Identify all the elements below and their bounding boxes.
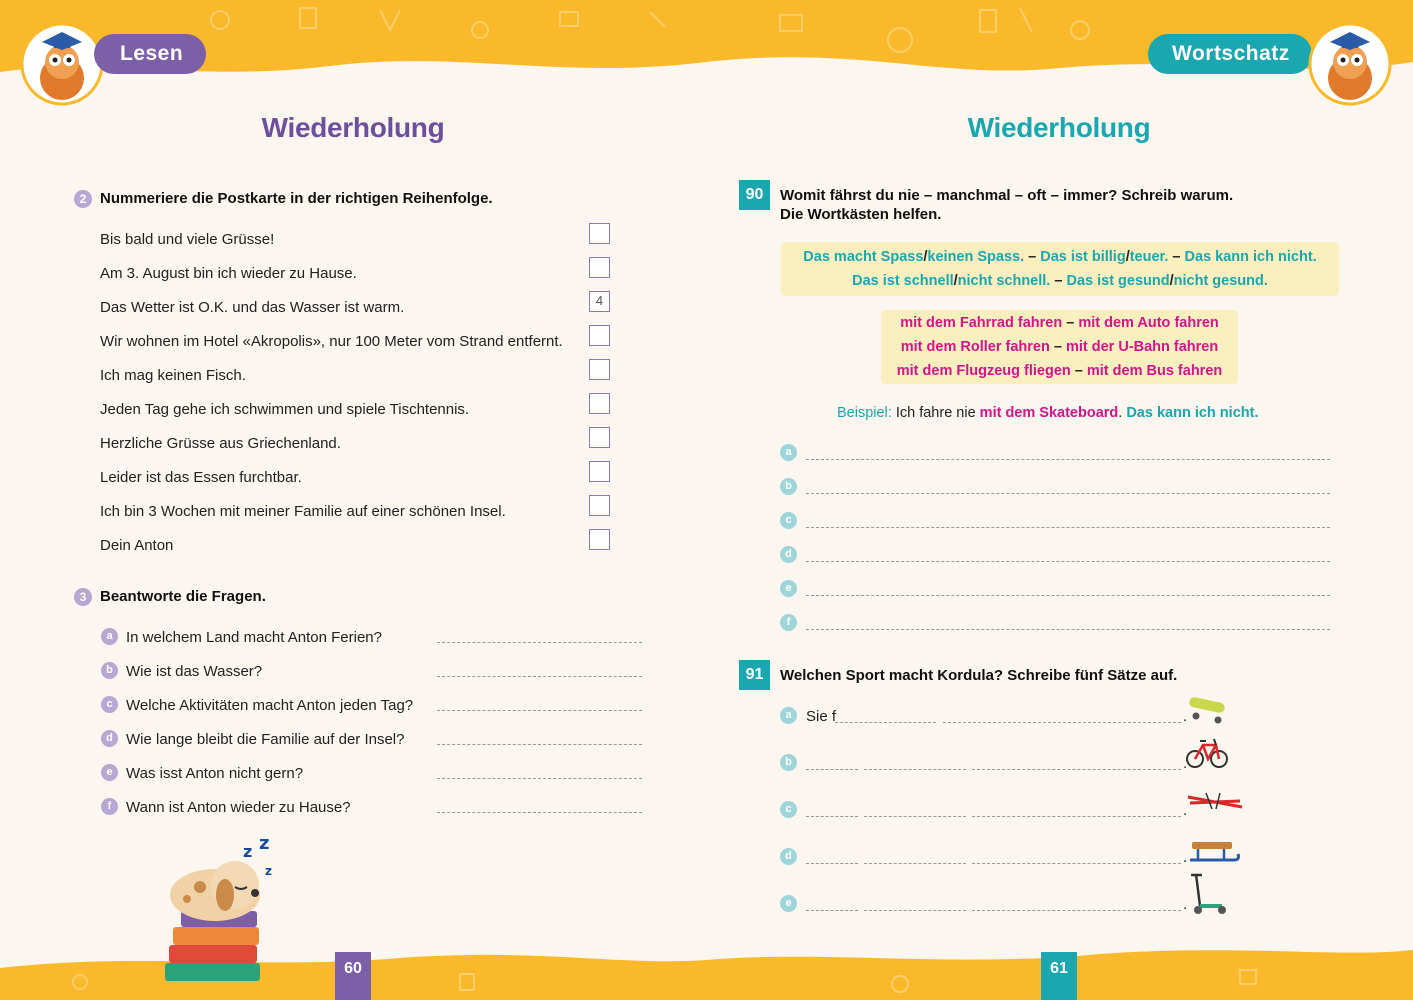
order-checkbox[interactable]	[589, 359, 610, 380]
order-checkbox[interactable]	[589, 257, 610, 278]
task-heading-3: Beantworte die Fragen.	[100, 588, 266, 605]
order-checkbox[interactable]	[589, 325, 610, 346]
word-chip: nicht schnell.	[957, 273, 1051, 289]
sentence-prefix: Sie f	[806, 708, 837, 725]
answer-letter: e	[780, 895, 797, 912]
separator: –	[1070, 363, 1087, 379]
order-checkbox[interactable]: 4	[589, 291, 610, 312]
answer-line[interactable]	[437, 812, 642, 813]
answer-line[interactable]	[806, 561, 1330, 562]
page-number: 61	[1050, 960, 1068, 977]
answer-letter: e	[780, 580, 797, 597]
word-chip: mit dem Auto fahren	[1078, 315, 1219, 331]
answer-letter: b	[780, 754, 797, 771]
sentence-period: .	[1183, 755, 1188, 772]
slash: /	[1125, 249, 1130, 265]
answer-line[interactable]	[437, 710, 642, 711]
sentence-period: .	[1183, 802, 1188, 819]
example-text: Ich fahre nie	[891, 405, 980, 421]
answer-letter: b	[780, 478, 797, 495]
list-item: Am 3. August bin ich wieder zu Hause.	[100, 265, 357, 282]
task-heading-2: Nummeriere die Postkarte in der richtigen Reihenfolge.	[100, 190, 493, 207]
svg-text:z: z	[243, 842, 253, 861]
list-item: Jeden Tag gehe ich schwimmen und spiele Tischtennis.	[100, 401, 470, 418]
answer-line[interactable]	[806, 863, 858, 864]
sleeping-dog-icon	[155, 835, 290, 985]
answer-line[interactable]	[806, 910, 858, 911]
separator: –	[1050, 273, 1067, 289]
list-item: Ich mag keinen Fisch.	[100, 367, 246, 384]
question-text: Was isst Anton nicht gern?	[126, 765, 304, 782]
task-number-90: 90	[739, 180, 770, 210]
word-chip: Das ist schnell	[852, 273, 954, 289]
page-title: Wiederholung	[967, 112, 1151, 143]
question-letter: a	[101, 628, 118, 645]
word-box-vehicles	[881, 310, 1238, 384]
word-chip: nicht gesund.	[1173, 273, 1268, 289]
question-text: Wie ist das Wasser?	[126, 663, 263, 680]
task-heading-91: Welchen Sport macht Kordula? Schreibe fünf Sätze auf.	[780, 667, 1178, 684]
example-label: Beispiel:	[837, 405, 892, 421]
question-letter: b	[101, 662, 118, 679]
svg-text:z: z	[265, 864, 272, 878]
example-vehicle: mit dem Skateboard	[979, 405, 1119, 421]
list-item: Bis bald und viele Grüsse!	[100, 231, 275, 248]
page-title: Wiederholung	[261, 112, 445, 143]
answer-line[interactable]	[972, 816, 1181, 817]
question-letter: f	[101, 798, 118, 815]
example-dot: .	[1118, 405, 1127, 421]
answer-line[interactable]	[864, 910, 966, 911]
answer-line[interactable]	[806, 493, 1330, 494]
answer-letter: c	[780, 512, 797, 529]
answer-line[interactable]	[864, 863, 966, 864]
bicycle-icon	[1186, 729, 1228, 771]
owl-mascot-icon	[20, 22, 104, 106]
order-checkbox[interactable]	[589, 393, 610, 414]
list-item: Wir wohnen im Hotel «Akropolis», nur 100 Meter vom Strand entfernt.	[100, 333, 563, 350]
answer-line[interactable]	[806, 527, 1330, 528]
owl-mascot-icon	[1308, 22, 1392, 106]
answer-letter: c	[780, 801, 797, 818]
sentence-period: .	[1183, 849, 1188, 866]
answer-letter: d	[780, 848, 797, 865]
skateboard-icon	[1186, 694, 1228, 724]
order-checkbox[interactable]	[589, 461, 610, 482]
slash: /	[1169, 273, 1174, 289]
order-checkbox[interactable]	[589, 223, 610, 244]
word-chip: keinen Spass.	[927, 249, 1025, 265]
answer-letter: a	[780, 707, 797, 724]
answer-line[interactable]	[943, 722, 1181, 723]
slash: /	[953, 273, 958, 289]
answer-line[interactable]	[806, 816, 858, 817]
svg-text:z: z	[259, 835, 270, 854]
task-heading-90-line1: Womit fährst du nie – manchmal – oft – immer? Schreib warum.	[780, 187, 1234, 204]
sentence-period: .	[1183, 896, 1188, 913]
list-item: Ich bin 3 Wochen mit meiner Familie auf einer schönen Insel.	[100, 503, 506, 520]
question-letter: c	[101, 696, 118, 713]
separator: –	[1049, 339, 1066, 355]
list-item: Das Wetter ist O.K. und das Wasser ist warm.	[100, 299, 405, 316]
word-chip: Das ist billig	[1040, 249, 1126, 265]
separator: –	[1062, 315, 1079, 331]
word-chip: Das macht Spass	[803, 249, 924, 265]
task-number-91: 91	[739, 660, 770, 690]
question-letter: d	[101, 730, 118, 747]
word-chip: mit dem Bus fahren	[1086, 363, 1223, 379]
order-checkbox[interactable]	[589, 427, 610, 448]
answer-line[interactable]	[972, 910, 1181, 911]
answer-line[interactable]	[437, 676, 642, 677]
question-letter: e	[101, 764, 118, 781]
answer-letter: d	[780, 546, 797, 563]
skis-icon	[1186, 787, 1244, 815]
answer-line[interactable]	[806, 595, 1330, 596]
sled-icon	[1186, 838, 1240, 866]
word-chip: Das kann ich nicht.	[1184, 249, 1317, 265]
separator: –	[1024, 249, 1041, 265]
task-heading-90-line2: Die Wortkästen helfen.	[780, 206, 942, 223]
question-text: Welche Aktivitäten macht Anton jeden Tag?	[126, 697, 414, 714]
word-chip: mit dem Fahrrad fahren	[900, 315, 1063, 331]
answer-line[interactable]	[437, 778, 642, 779]
left-page	[0, 0, 706, 1000]
answer-line[interactable]	[437, 642, 642, 643]
word-box-reasons	[781, 242, 1339, 296]
example-sentence	[837, 405, 1258, 421]
word-chip: mit dem Roller fahren	[900, 339, 1050, 355]
answer-line[interactable]	[806, 459, 1330, 460]
answer-line[interactable]	[972, 769, 1181, 770]
sentence-period: .	[1183, 708, 1188, 725]
word-chip: teuer.	[1129, 249, 1169, 265]
list-item: Dein Anton	[100, 537, 174, 554]
separator: –	[1168, 249, 1185, 265]
answer-line[interactable]	[806, 769, 858, 770]
right-page	[706, 0, 1413, 1000]
answer-line[interactable]	[864, 769, 966, 770]
list-item: Herzliche Grüsse aus Griechenland.	[100, 435, 341, 452]
answer-line[interactable]	[806, 629, 1330, 630]
answer-line[interactable]	[864, 816, 966, 817]
task-number-2: 2	[74, 190, 92, 208]
question-text: In welchem Land macht Anton Ferien?	[126, 629, 382, 646]
word-chip: mit der U-Bahn fahren	[1065, 339, 1219, 355]
answer-line[interactable]	[835, 722, 936, 723]
question-text: Wie lange bleibt die Familie auf der Insel?	[126, 731, 405, 748]
word-chip: Das ist gesund	[1066, 273, 1170, 289]
word-chip: mit dem Flugzeug fliegen	[896, 363, 1071, 379]
section-label-lesen: Lesen	[94, 34, 206, 74]
answer-line[interactable]	[972, 863, 1181, 864]
example-reason: Das kann ich nicht.	[1126, 405, 1259, 421]
order-checkbox[interactable]	[589, 495, 610, 516]
answer-line[interactable]	[437, 744, 642, 745]
section-label-wortschatz: Wortschatz	[1148, 34, 1312, 74]
question-text: Wann ist Anton wieder zu Hause?	[126, 799, 351, 816]
slash: /	[923, 249, 928, 265]
scooter-icon	[1186, 870, 1228, 916]
order-checkbox[interactable]	[589, 529, 610, 550]
page-number: 60	[344, 960, 362, 977]
answer-letter: a	[780, 444, 797, 461]
list-item: Leider ist das Essen furchtbar.	[100, 469, 302, 486]
task-number-3: 3	[74, 588, 92, 606]
answer-letter: f	[780, 614, 797, 631]
